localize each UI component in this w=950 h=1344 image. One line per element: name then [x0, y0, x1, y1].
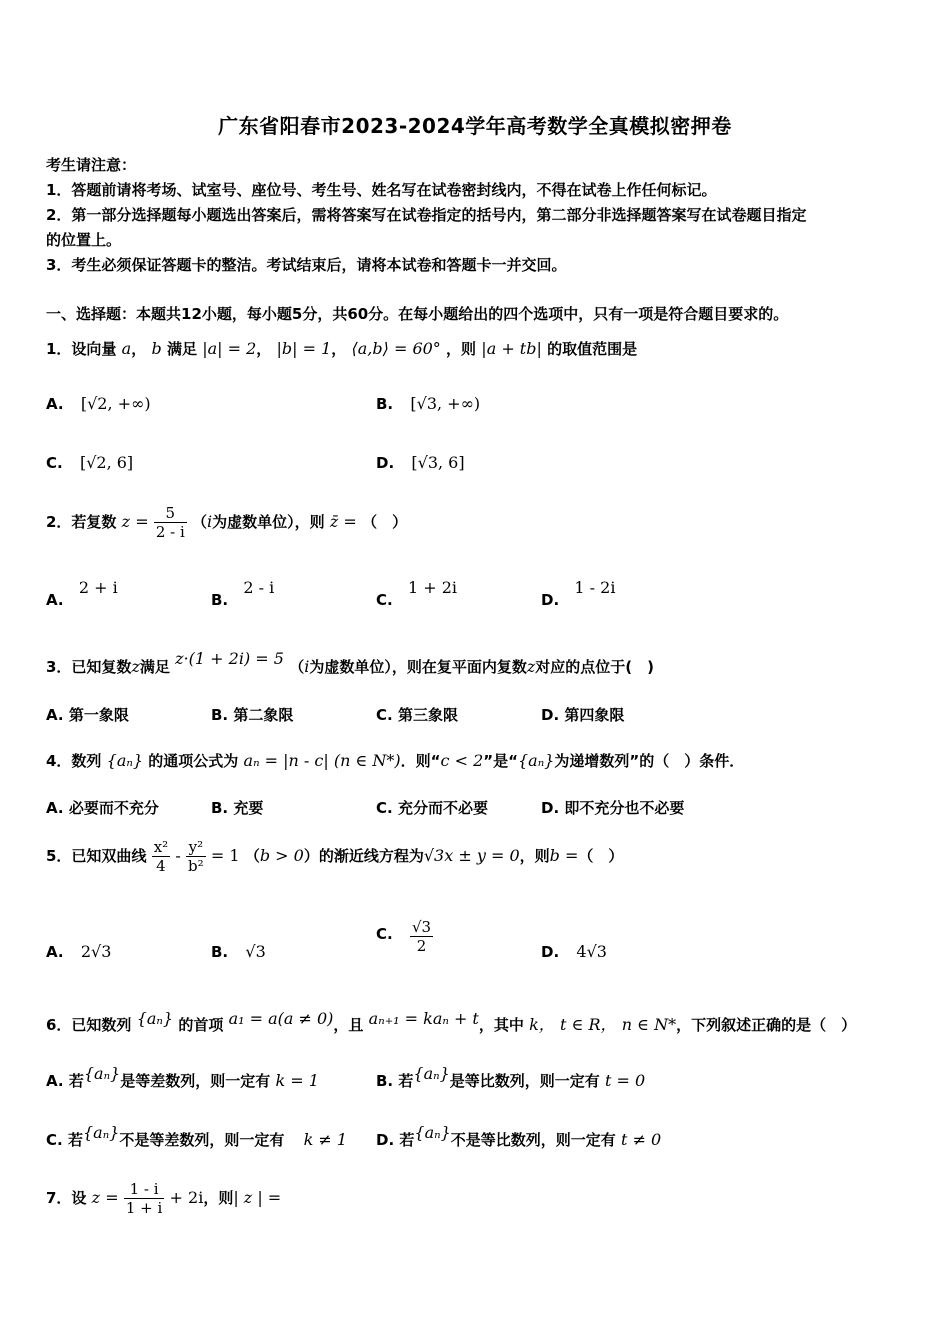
q6-option-a — [46, 1064, 319, 1091]
q1-cond-3: ⟨a,b⟩ = 60° — [351, 339, 441, 358]
q6-option-d-seq: {aₙ} — [414, 1123, 451, 1142]
q5-option-c-label: C. — [376, 925, 393, 943]
q6-text-b: 的首项 — [178, 1016, 224, 1034]
q6-text-a: 6．已知数列 — [46, 1016, 132, 1034]
q4-option-d-value: 即不充分也不必要 — [564, 799, 685, 817]
q6-text-e: ，下列叙述正确的是（ ） — [676, 1016, 857, 1034]
q1-option-c-value: [√2, 6] — [79, 453, 134, 472]
q5-option-c-num: √3 — [411, 918, 432, 936]
q7-text-b: ，则 — [203, 1189, 234, 1207]
q3-option-d — [541, 704, 624, 725]
q4-option-a-label: A. — [46, 799, 64, 817]
q2-math-z: z = — [121, 512, 149, 531]
q6-math-first: a₁ = a(a ≠ 0) — [228, 1009, 334, 1028]
q2-math-zbar: z̄ = — [329, 512, 357, 531]
q4-option-d — [541, 797, 684, 818]
q7-math-abs: | z | = — [233, 1188, 282, 1207]
q3-option-b-value: 第二象限 — [233, 706, 294, 724]
q2-option-d-label: D. — [541, 591, 560, 609]
q6-option-b-cond: t = 0 — [605, 1071, 646, 1090]
q4-math-seq-2: {aₙ} — [517, 751, 555, 770]
q2-option-b-label: B. — [211, 591, 229, 609]
q5-option-a — [46, 942, 111, 961]
q7-fraction — [124, 1180, 164, 1217]
q2-math-i: i — [207, 512, 213, 531]
q4-text-b: 的通项公式为 — [148, 752, 239, 770]
q6-option-d-post: 不是等比数列，则一定有 — [450, 1131, 616, 1149]
q4-text-d: ”是“ — [483, 752, 518, 770]
q1-text-b: 满足 — [166, 340, 197, 358]
q2-fraction-num: 5 — [154, 504, 187, 523]
q5-frac-y — [186, 838, 206, 875]
q2-fraction-den: 2 - i — [155, 523, 185, 541]
q6-option-d — [376, 1123, 662, 1150]
q1-option-a-value: [√2, +∞) — [80, 394, 151, 413]
question-2-stem — [46, 504, 910, 541]
q1-option-c-label: C. — [46, 454, 63, 472]
q6-math-rec: aₙ₊₁ = kaₙ + t — [368, 1009, 479, 1028]
q2-text-d: （ ） — [362, 513, 408, 531]
q5-option-b — [211, 942, 266, 961]
page-title: 广东省阳春市2023-2024学年高考数学全真模拟密押卷 — [218, 114, 732, 138]
q5-text-b: （ — [244, 847, 260, 865]
question-6-stem — [46, 1009, 910, 1035]
q2-option-d-value: 1 - 2i — [574, 578, 616, 597]
q5-option-d-label: D. — [541, 943, 560, 961]
q6-option-b-post: 是等比数列，则一定有 — [449, 1072, 600, 1090]
q2-text-a: 2．若复数 — [46, 513, 117, 531]
q3-text-b: 满足 — [139, 658, 170, 676]
q5-frac-y-den: b² — [188, 857, 204, 875]
q5-math-minus: - — [175, 846, 181, 865]
q1-option-d-value: [√3, 6] — [411, 453, 465, 472]
q5-text-c: ）的渐近线方程为 — [303, 847, 424, 865]
q4-math-seq: {aₙ} — [106, 751, 144, 770]
question-1-stem: 1．设向量 a， b 满足 |a| = 2， |b| = 1， ⟨a,b⟩ = 60° ，则 |a + tb| 的取值范围是 — [46, 339, 638, 358]
q3-option-b — [211, 704, 293, 725]
q6-option-b — [376, 1064, 646, 1091]
q6-option-a-post: 是等差数列，则一定有 — [120, 1072, 271, 1090]
q1-option-d — [376, 453, 465, 472]
notice-header: 考生请注意： — [46, 156, 137, 174]
q6-option-c-pre: 若 — [67, 1131, 83, 1149]
q2-option-c-label: C. — [376, 591, 393, 609]
q3-option-a — [46, 704, 129, 725]
q1-option-c — [46, 453, 133, 472]
q5-option-c-fraction — [410, 918, 433, 955]
q1-option-a — [46, 394, 151, 413]
q3-option-c — [376, 704, 458, 725]
q4-option-b — [211, 797, 263, 818]
q2-option-b-value: 2 - i — [243, 578, 275, 597]
q1-option-b-label: B. — [376, 395, 394, 413]
q3-math-i: i — [304, 657, 310, 676]
q3-option-d-value: 第四象限 — [564, 706, 625, 724]
section-heading: 一、选择题：本题共12小题，每小题5分，共60分。在每小题给出的四个选项中，只有一项是符合题目要求的。 — [46, 305, 789, 323]
q1-math-a: a — [121, 339, 132, 358]
q5-frac-x — [152, 838, 170, 875]
q5-text-d: ，则 — [519, 847, 550, 865]
q6-option-b-label: B. — [376, 1072, 394, 1090]
q6-option-d-pre: 若 — [399, 1131, 415, 1149]
q5-math-cond: b > 0 — [259, 846, 304, 865]
q1-text-a: 1．设向量 — [46, 340, 117, 358]
question-4-stem — [46, 750, 910, 771]
q5-option-d — [541, 942, 607, 961]
q6-option-a-cond: k = 1 — [275, 1071, 319, 1090]
q1-cond-2: |b| = 1 — [276, 339, 332, 358]
q3-option-b-label: B. — [211, 706, 229, 724]
q1-option-d-label: D. — [376, 454, 395, 472]
q5-text-a: 5．已知双曲线 — [46, 847, 147, 865]
q7-text-a: 7．设 — [46, 1189, 87, 1207]
q6-option-c-cond: k ≠ 1 — [303, 1130, 348, 1149]
q7-math-z: z = — [91, 1188, 119, 1207]
q6-option-c-label: C. — [46, 1131, 63, 1149]
q6-math-seq: {aₙ} — [136, 1009, 174, 1028]
q4-option-c-value: 充分而不必要 — [397, 799, 488, 817]
q6-option-b-seq: {aₙ} — [413, 1064, 450, 1083]
q5-option-b-label: B. — [211, 943, 229, 961]
q7-math-plus: + 2i — [169, 1188, 204, 1207]
q3-text-e: 对应的点位于( ) — [535, 658, 654, 676]
q3-math-z2: z — [526, 657, 536, 676]
q3-option-a-value: 第一象限 — [68, 706, 129, 724]
q2-option-a-value: 2 + i — [78, 578, 118, 597]
q3-option-c-value: 第三象限 — [397, 706, 458, 724]
q3-math-z: z — [131, 657, 140, 676]
q7-fraction-den: 1 + i — [125, 1199, 163, 1217]
q5-option-a-value: 2√3 — [80, 942, 112, 961]
q2-fraction — [154, 504, 187, 541]
q4-text-e: 为递增数列”的（ ）条件． — [554, 752, 745, 770]
q5-option-b-value: √3 — [245, 942, 266, 961]
q4-option-b-label: B. — [211, 799, 229, 817]
q1-cond-1: |a| = 2 — [202, 339, 257, 358]
q6-option-d-cond: t ≠ 0 — [621, 1130, 662, 1149]
q2-text-b: （ — [192, 513, 208, 531]
q3-option-d-label: D. — [541, 706, 560, 724]
q6-option-c — [46, 1123, 348, 1150]
q5-option-a-label: A. — [46, 943, 64, 961]
q2-option-b — [211, 578, 275, 609]
q4-text-c: ．则“ — [400, 752, 441, 770]
q5-math-asym: √3x ± y = 0 — [423, 846, 520, 865]
q6-text-d: ，其中 — [478, 1016, 524, 1034]
q3-text-d: 为虚数单位），则在复平面内复数 — [309, 658, 527, 676]
question-7-stem — [46, 1180, 910, 1217]
q4-text-a: 4．数列 — [46, 752, 102, 770]
q3-math-eq: z·(1 + 2i) = 5 — [175, 649, 284, 668]
notice-item-2: 2．第一部分选择题每小题选出答案后，需将答案写在试卷指定的括号内，第二部分非选择题答案写在试卷题目指定 — [46, 206, 807, 224]
q5-math-b: b = — [549, 846, 579, 865]
q1-expr: |a + tb| — [481, 339, 542, 358]
question-5-stem — [46, 838, 910, 875]
q6-option-a-pre: 若 — [68, 1072, 84, 1090]
q2-option-c — [376, 578, 458, 609]
q6-option-d-label: D. — [376, 1131, 395, 1149]
q5-math-eq: = 1 — [210, 846, 240, 865]
q6-option-a-label: A. — [46, 1072, 64, 1090]
q5-text-e: （ ） — [578, 847, 624, 865]
q4-option-c — [376, 797, 488, 818]
q1-option-a-label: A. — [46, 395, 64, 413]
q2-option-c-value: 1 + 2i — [407, 578, 458, 597]
q7-fraction-num: 1 - i — [124, 1180, 164, 1199]
q6-math-k: k， — [529, 1015, 555, 1034]
notice-item-3: 3．考生必须保证答题卡的整洁。考试结束后，请将本试卷和答题卡一并交回。 — [46, 256, 567, 274]
q4-option-b-value: 充要 — [233, 799, 264, 817]
q6-math-t: t ∈ R， — [560, 1015, 617, 1034]
q1-option-b-value: [√3, +∞) — [410, 394, 481, 413]
question-3-stem — [46, 649, 910, 677]
notice-item-1: 1．答题前请将考场、试室号、座位号、考生号、姓名写在试卷密封线内，不得在试卷上作任何标记。 — [46, 181, 717, 199]
q6-option-c-seq: {aₙ} — [82, 1123, 120, 1142]
q4-option-a — [46, 797, 159, 818]
q6-math-n: n ∈ N* — [621, 1015, 677, 1034]
q6-option-a-seq: {aₙ} — [83, 1064, 121, 1083]
q6-text-c: ，且 — [333, 1016, 364, 1034]
q4-option-d-label: D. — [541, 799, 560, 817]
q3-text-c: （ — [289, 658, 305, 676]
q5-frac-y-num: y² — [186, 838, 206, 857]
q1-text-c: ，则 — [446, 340, 477, 358]
q4-math-formula: aₙ = |n - c| (n ∈ N*) — [243, 751, 401, 770]
q3-option-a-label: A. — [46, 706, 64, 724]
q3-option-c-label: C. — [376, 706, 393, 724]
q1-option-b — [376, 394, 480, 413]
q5-option-c-den: 2 — [416, 937, 427, 955]
q5-frac-x-num: x² — [153, 838, 169, 856]
notice-item-2-cont: 的位置上。 — [46, 231, 122, 249]
q5-option-c — [376, 918, 433, 955]
q6-option-b-pre: 若 — [398, 1072, 414, 1090]
q5-option-d-value: 4√3 — [576, 942, 607, 961]
q2-text-c: 为虚数单位），则 — [212, 513, 325, 531]
q2-option-a — [46, 578, 118, 609]
q4-option-a-value: 必要而不充分 — [68, 799, 159, 817]
q3-text-a: 3．已知复数 — [46, 658, 132, 676]
q2-option-d — [541, 578, 616, 609]
q1-text-d: 的取值范围是 — [547, 340, 638, 358]
q2-option-a-label: A. — [46, 591, 64, 609]
q4-option-c-label: C. — [376, 799, 393, 817]
q6-option-c-post: 不是等差数列，则一定有 — [119, 1131, 285, 1149]
q5-frac-x-den: 4 — [156, 857, 166, 875]
q4-math-cond: c < 2 — [440, 751, 484, 770]
q1-math-b: b — [151, 339, 162, 358]
